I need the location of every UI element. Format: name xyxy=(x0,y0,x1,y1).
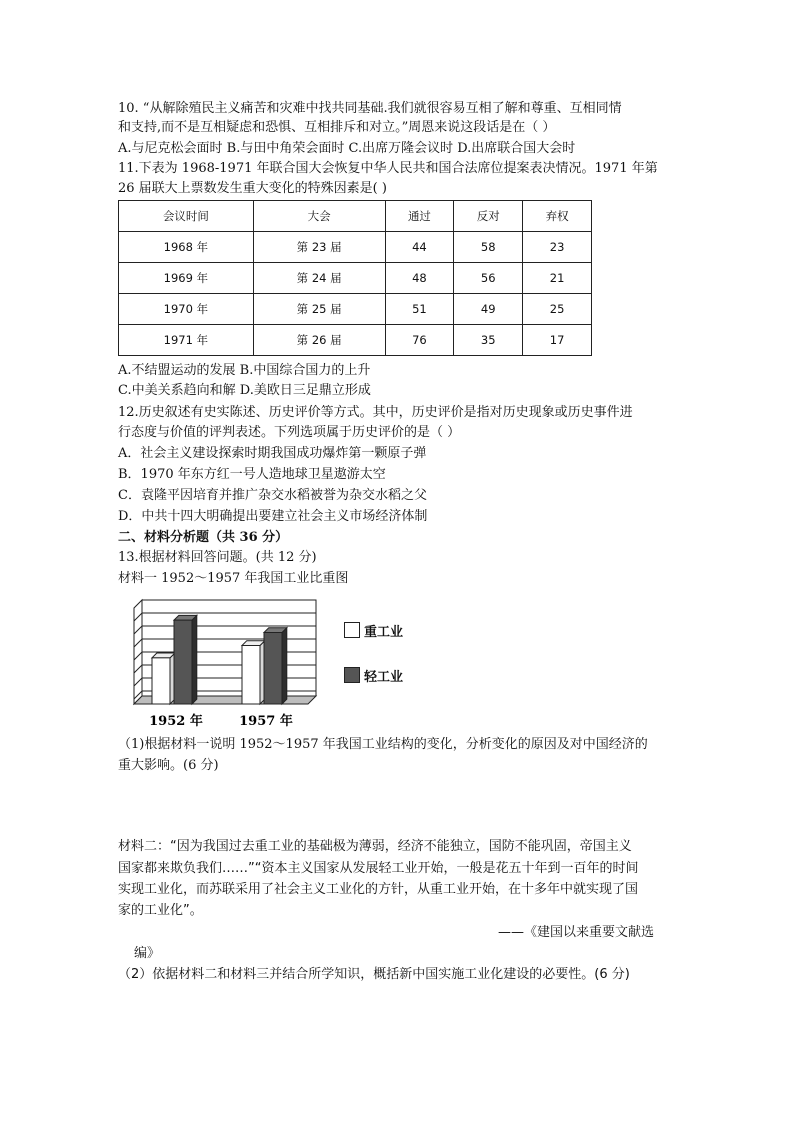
source-line2: 编》 xyxy=(134,946,161,961)
q10-options: A.与尼克松会面时 B.与田中角荣会面时 C.出席万隆会议时 D.出席联合国大会时 xyxy=(118,141,576,156)
table-cell: 1968 年 xyxy=(119,232,254,263)
chart-side-wall xyxy=(134,600,142,704)
q11-line2: 26 届联大上票数发生重大变化的特殊因素是( ) xyxy=(118,181,387,196)
table-cell: 21 xyxy=(523,263,592,294)
bar-light-1 xyxy=(264,633,282,705)
table-header: 大会 xyxy=(253,201,385,232)
bar-side xyxy=(282,628,287,704)
bar-top xyxy=(174,615,197,620)
table-header: 通过 xyxy=(385,201,454,232)
q11-line1: 11.下表为 1968-1971 年联合国大会恢复中华人民共和国合法席位提案表决情况。1971 年第 xyxy=(118,161,658,176)
table-cell: 49 xyxy=(454,294,523,325)
bar-side xyxy=(192,615,197,704)
material2-line2: 国家都来欺负我们……”“资本主义国家从发展轻工业开始，一般是花五十年到一百年的时间 xyxy=(118,861,639,876)
q12-option-b: B．1970 年东方红一号人造地球卫星遨游太空 xyxy=(118,467,386,482)
q13-part1-line2: 重大影响。(6 分) xyxy=(118,758,219,773)
table-cell: 58 xyxy=(454,232,523,263)
table-cell: 23 xyxy=(523,232,592,263)
legend-swatch-light-icon xyxy=(344,667,360,683)
x-tick-label: 1952 年 xyxy=(149,714,203,729)
bar-top xyxy=(242,641,265,646)
vote-table xyxy=(118,200,592,356)
table-cell: 56 xyxy=(454,263,523,294)
table-row xyxy=(119,325,592,356)
table-header: 反对 xyxy=(454,201,523,232)
table-header: 弃权 xyxy=(523,201,592,232)
table-cell: 第 23 届 xyxy=(253,232,385,263)
table-row xyxy=(119,232,592,263)
table-cell: 第 25 届 xyxy=(253,294,385,325)
industry-bar-chart xyxy=(120,594,320,732)
q13-part2: （2）依据材料二和材料三并结合所学知识，概括新中国实施工业化建设的必要性。(6 分) xyxy=(118,967,630,982)
table-cell: 1971 年 xyxy=(119,325,254,356)
table-cell: 48 xyxy=(385,263,454,294)
q10-line1: 10. “从解除殖民主义痛苦和灾难中找共同基础.我们就很容易互相了解和尊重、互相同情 xyxy=(118,101,622,116)
q12-option-d: D．中共十四大明确提出要建立社会主义市场经济体制 xyxy=(118,509,428,524)
q12-line2: 行态度与价值的评判表述。下列选项属于历史评价的是（ ） xyxy=(118,425,461,440)
bar-heavy-1 xyxy=(242,646,260,705)
q11-options-ab: A.不结盟运动的发展 B.中国综合国力的上升 xyxy=(118,363,371,378)
table-cell: 17 xyxy=(523,325,592,356)
bar-light-0 xyxy=(174,620,192,704)
material1-caption: 材料一 1952～1957 年我国工业比重图 xyxy=(118,571,349,586)
table-cell: 1970 年 xyxy=(119,294,254,325)
legend-heavy xyxy=(344,621,403,640)
table-cell: 1969 年 xyxy=(119,263,254,294)
chart-labels xyxy=(149,713,293,729)
q12-option-c: C．袁隆平因培育并推广杂交水稻被誉为杂交水稻之父 xyxy=(118,488,427,503)
q13-part1-line1: （1)根据材料一说明 1952～1957 年我国工业结构的变化，分析变化的原因及对中国经济的 xyxy=(118,737,648,752)
table-cell: 25 xyxy=(523,294,592,325)
legend-swatch-heavy-icon xyxy=(344,622,360,638)
table-header-row xyxy=(119,201,592,232)
source-line1: ——《建国以来重要文献选 xyxy=(498,925,655,940)
legend-label: 轻工业 xyxy=(364,670,404,685)
material2-line1: 材料二：“因为我国过去重工业的基础极为薄弱，经济不能独立，国防不能巩固，帝国主义 xyxy=(118,839,632,854)
table-row xyxy=(119,294,592,325)
q12-option-a: A．社会主义建设探索时期我国成功爆炸第一颗原子弹 xyxy=(118,446,427,461)
table-cell: 第 24 届 xyxy=(253,263,385,294)
material2-line3: 实现工业化，而苏联采用了社会主义工业化的方针，从重工业开始，在十多年中就实现了国 xyxy=(118,882,639,897)
q13-title: 13.根据材料回答问题。(共 12 分) xyxy=(118,550,317,565)
table-cell: 44 xyxy=(385,232,454,263)
table-header: 会议时间 xyxy=(119,201,254,232)
material2-line4: 家的工业化”。 xyxy=(118,903,203,918)
table-cell: 76 xyxy=(385,325,454,356)
section-heading: 二、材料分析题（共 36 分） xyxy=(118,530,289,545)
table-cell: 35 xyxy=(454,325,523,356)
table-cell: 51 xyxy=(385,294,454,325)
legend-label: 重工业 xyxy=(364,625,404,640)
bar-heavy-0 xyxy=(152,658,170,704)
q12-line1: 12.历史叙述有史实陈述、历史评价等方式。其中，历史评价是指对历史现象或历史事件进 xyxy=(118,405,633,420)
bar-top xyxy=(152,653,175,658)
table-cell: 第 26 届 xyxy=(253,325,385,356)
q11-options-cd: C.中美关系趋向和解 D.美欧日三足鼎立形成 xyxy=(118,383,371,398)
legend-light xyxy=(344,666,403,685)
table-row xyxy=(119,263,592,294)
x-tick-label: 1957 年 xyxy=(239,714,293,729)
q10-line2: 和支持,而不是互相疑虑和恐惧、互相排斥和对立。”周恩来说这段话是在（ ） xyxy=(118,120,556,135)
bar-top xyxy=(264,628,287,633)
